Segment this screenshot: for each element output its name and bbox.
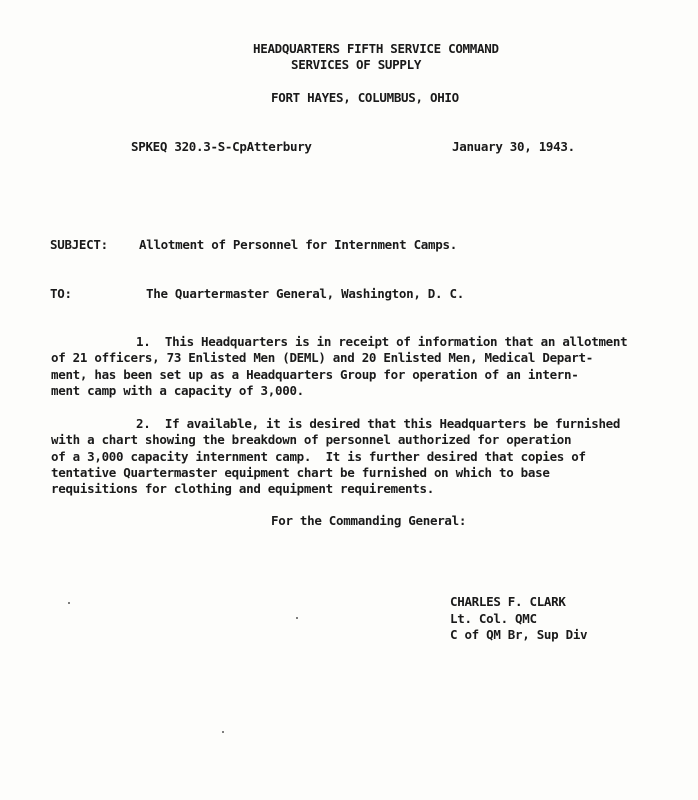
paragraph-1-line-1: 1. This Headquarters is in receipt of information that an allotment bbox=[136, 334, 628, 349]
file-reference: SPKEQ 320.3-S-CpAtterbury bbox=[131, 139, 312, 154]
to-text: The Quartermaster General, Washington, D. C. bbox=[146, 286, 464, 301]
signature-title: C of QM Br, Sup Div bbox=[450, 627, 588, 642]
paragraph-1-line-4: ment camp with a capacity of 3,000. bbox=[51, 382, 304, 398]
subject-text: Allotment of Personnel for Internment Camps. bbox=[139, 237, 457, 252]
paragraph-1-line-2: of 21 officers, 73 Enlisted Men (DEML) and 20 Enlisted Men, Medical Depart- bbox=[51, 350, 593, 366]
to-label: TO: bbox=[50, 286, 72, 301]
closing-line: For the Commanding General: bbox=[271, 513, 467, 528]
paper-speck bbox=[68, 602, 70, 604]
paragraph-2-line-2: with a chart showing the breakdown of personnel authorized for operation bbox=[51, 432, 572, 448]
paper-speck bbox=[222, 731, 224, 733]
paragraph-2-line-1: 2. If available, it is desired that this Headquarters be furnished bbox=[136, 416, 621, 431]
letter-date: January 30, 1943. bbox=[452, 139, 575, 154]
subject-label: SUBJECT: bbox=[50, 237, 108, 252]
paragraph-1 bbox=[51, 334, 627, 399]
letterhead-line-1: HEADQUARTERS FIFTH SERVICE COMMAND bbox=[253, 41, 499, 56]
paragraph-1-line-3: ment, has been set up as a Headquarters Group for operation of an intern- bbox=[51, 366, 579, 382]
paper-speck bbox=[296, 617, 298, 619]
letterhead-location: FORT HAYES, COLUMBUS, OHIO bbox=[271, 90, 459, 105]
paragraph-2-line-3: of a 3,000 capacity internment camp. It is further desired that copies of bbox=[51, 448, 586, 464]
paragraph-2-line-4: tentative Quartermaster equipment chart be furnished on which to base bbox=[51, 464, 550, 480]
letterhead-line-2: SERVICES OF SUPPLY bbox=[291, 57, 422, 72]
paragraph-2-line-5: requisitions for clothing and equipment requirements. bbox=[51, 481, 434, 497]
signature-name: CHARLES F. CLARK bbox=[450, 594, 566, 609]
signature-rank: Lt. Col. QMC bbox=[450, 611, 537, 626]
paragraph-2 bbox=[51, 416, 620, 497]
